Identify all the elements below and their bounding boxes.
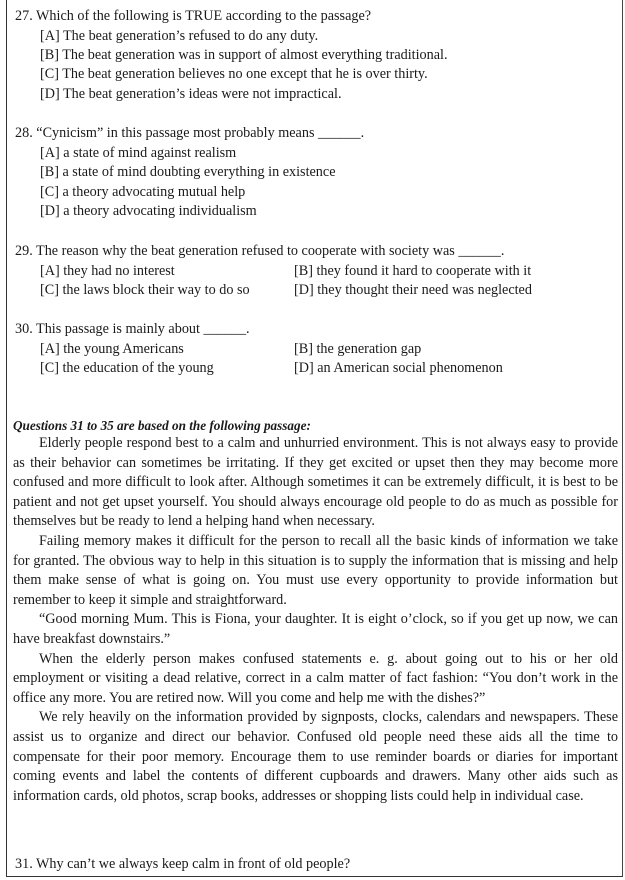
question-30-stem: 30. This passage is mainly about ______. xyxy=(15,321,250,337)
exam-page xyxy=(6,0,623,877)
passage-paragraph: We rely heavily on the information provided by signposts, clocks, calendars and newspapers. These assist us to organize and direct our behavior. Confused old people need these aids all the time to compensate for their poor memory. Encourage them to use reminder boards or diaries for important coming events and label the contents of different cupboards and drawers. Many other aids such as information cards, old photos, scrap books, addresses or shopping lists could help in individual case. xyxy=(13,709,618,804)
question-27-stem: 27. Which of the following is TRUE according to the passage? xyxy=(15,8,372,24)
question-29-option-d: [D] they thought their need was neglected xyxy=(294,282,532,298)
question-31-stem: 31. Why can’t we always keep calm in front of old people? xyxy=(15,856,351,872)
passage-paragraph: When the elderly person makes confused statements e. g. about going out to his or her old employment or visiting a dead relative, correct in a calm matter of fact fashion: “You don’t work in the office any more. You are retired now. Will you come and help me with the dishes?” xyxy=(13,650,618,706)
question-29-option-b: [B] they found it hard to cooperate with it xyxy=(294,263,532,279)
passage-paragraph: “Good morning Mum. This is Fiona, your daughter. It is eight o’clock, so if you get up now, we can have breakfast downstairs.” xyxy=(13,611,618,647)
passage-paragraph: Failing memory makes it difficult for the person to recall all the basic kinds of information we take for granted. The obvious way to help in this situation is to supply the information that is missing and help them make sense of what is going on. You must use every opportunity to provide information but remember to keep it simple and straightforward. xyxy=(13,532,618,608)
question-28-option-b: [B] a state of mind doubting everything in existence xyxy=(40,164,336,180)
question-27-option-b: [B] The beat generation was in support of almost everything traditional. xyxy=(40,47,448,63)
question-29-stem: 29. The reason why the beat generation refused to cooperate with society was ______. xyxy=(15,243,505,259)
question-28-option-d: [D] a theory advocating individualism xyxy=(40,203,257,219)
question-28-stem: 28. “Cynicism” in this passage most probably means ______. xyxy=(15,125,365,141)
question-30-option-a: [A] the young Americans xyxy=(40,341,184,357)
question-30-option-b: [B] the generation gap xyxy=(294,341,422,357)
question-29-option-a: [A] they had no interest xyxy=(40,263,175,279)
question-27-option-a: [A] The beat generation’s refused to do any duty. xyxy=(40,28,319,44)
question-27-option-d: [D] The beat generation’s ideas were not impractical. xyxy=(40,86,342,102)
question-27-option-c: [C] The beat generation believes no one except that he is over thirty. xyxy=(40,66,428,82)
passage-paragraph: Elderly people respond best to a calm and unhurried environment. This is not always easy to provide as their behavior can sometimes be irritating. If they get excited or upset then they may become more confused and more difficult to look after. Although sometimes it can be extremely difficult, it is best to be patient and not get upset yourself. You should always encourage old people to do as much as possible for themselves but be ready to lend a helping hand when necessary. xyxy=(13,435,618,530)
passage-body xyxy=(13,434,618,806)
passage-instruction: Questions 31 to 35 are based on the following passage: xyxy=(13,418,311,433)
question-28-option-a: [A] a state of mind against realism xyxy=(40,145,237,161)
question-30-option-d: [D] an American social phenomenon xyxy=(294,360,503,376)
question-29-option-c: [C] the laws block their way to do so xyxy=(40,282,250,298)
question-28-option-c: [C] a theory advocating mutual help xyxy=(40,184,246,200)
question-30-option-c: [C] the education of the young xyxy=(40,360,214,376)
